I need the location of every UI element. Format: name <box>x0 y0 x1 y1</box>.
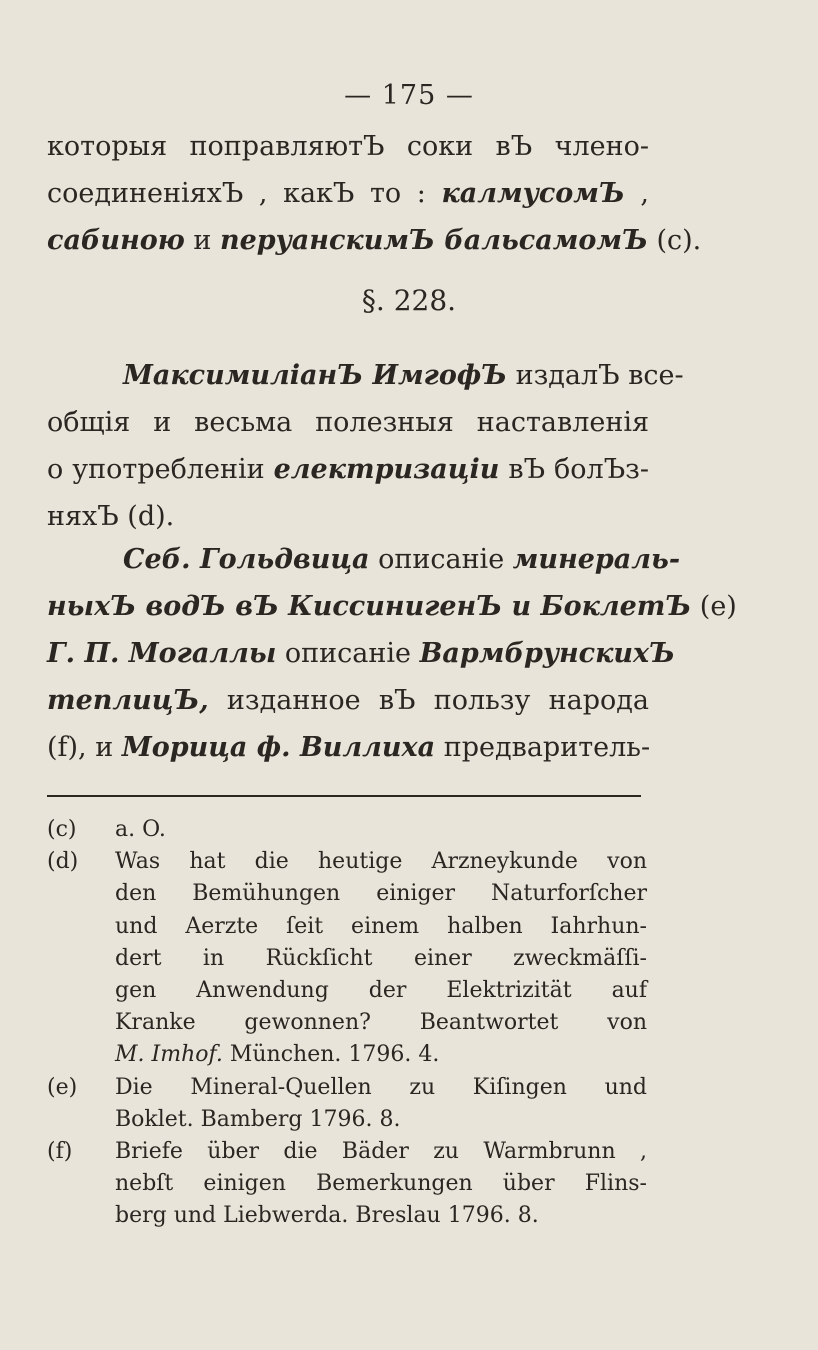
text-line: сабиною и перуанскимЪ бальсамомЪ (c). <box>47 225 702 256</box>
footnote-line: Briefe über die Bäder zu Warmbrunn , <box>115 1138 647 1164</box>
section-heading: §. 228. <box>361 284 457 317</box>
footnote-line: Was hat die heutige Arzneykunde von <box>115 849 647 875</box>
text-line: (f), и Морица ф. Виллиха предваритель- <box>47 732 651 763</box>
footnote-d <box>47 846 647 1071</box>
footnote-line: nebſt einigen Bemerkungen über Flins- <box>115 1171 647 1197</box>
footnote-line: Boklet. Bamberg 1796. 8. <box>115 1106 401 1132</box>
text-line: общія и весьма полезныя наставленія <box>47 407 649 438</box>
footnote-line: Die Mineral-Quellen zu Kiſingen und <box>115 1074 647 1100</box>
footnote-line: berg und Liebwerda. Breslau 1796. 8. <box>115 1203 539 1229</box>
footnote-line: den Bemühungen einiger Naturforſcher <box>115 881 647 907</box>
footnote-mark: (c) <box>47 817 77 842</box>
footnotes <box>47 814 647 1232</box>
text-line: о употребленіи електризаціи вЪ болЪз- <box>47 454 649 485</box>
footnote-e <box>47 1072 647 1136</box>
footnote-line: Kranke gewonnen? Beantwortet von <box>115 1010 647 1036</box>
text-line: Себ. Гольдвица описаніе минераль- <box>123 544 681 575</box>
footnote-mark: (e) <box>47 1074 78 1100</box>
text-line: которыя поправляютЪ соки вЪ члено- <box>47 131 649 162</box>
paragraph-3 <box>47 536 737 771</box>
footnote-divider <box>47 795 641 797</box>
text-line: соединеніяхЪ , какЪ то : калмусомЪ , <box>47 178 650 209</box>
footnote-line: a. O. <box>115 817 166 842</box>
text-line: теплицЪ, изданное вЪ пользу народа <box>47 685 649 716</box>
footnote-line: M. Imhof. München. 1796. 4. <box>115 1042 440 1068</box>
paragraph-2 <box>47 352 684 540</box>
footnote-line: gen Anwendung der Elektrizität auf <box>115 977 647 1003</box>
page-number: — 175 — <box>344 80 474 111</box>
footnote-mark: (d) <box>47 849 79 875</box>
text-line: ныхЪ водЪ вЪ КиссинигенЪ и БоклетЪ (e) <box>47 591 737 622</box>
footnote-line: dert in Rückſicht einer zweckmäſſi- <box>115 945 647 971</box>
footnote-f <box>47 1136 647 1233</box>
footnote-c <box>47 814 647 846</box>
footnote-mark: (f) <box>47 1138 73 1164</box>
paragraph-1 <box>47 123 702 264</box>
text-line: МаксимиліанЪ ИмгофЪ издалЪ все- <box>123 360 684 391</box>
text-line: Г. П. Могаллы описаніе ВармбрунскихЪ <box>47 638 675 669</box>
text-line: няхЪ (d). <box>47 501 175 532</box>
footnote-line: und Aerzte ſeit einem halben Iahrhun- <box>115 913 647 939</box>
